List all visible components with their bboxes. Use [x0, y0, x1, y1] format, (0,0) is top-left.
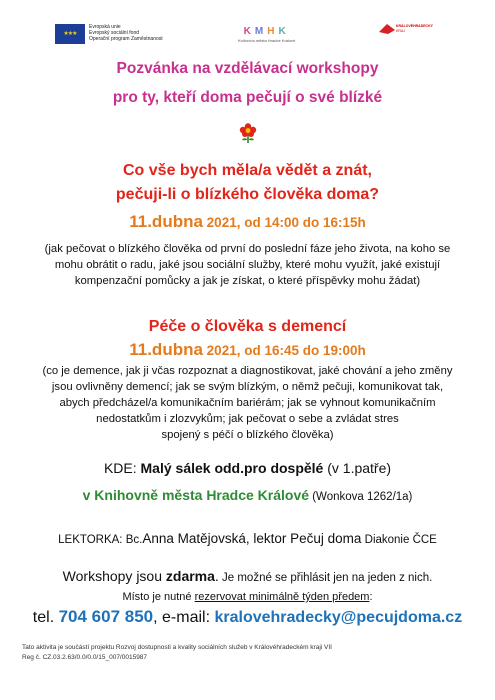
place-room: Malý sálek odd.pro dospělé	[140, 460, 324, 476]
invite-heading-1: Pozvánka na vzdělávací workshopy	[116, 60, 379, 77]
reserve-prefix: Místo je nutné	[122, 591, 195, 603]
workshop2-date	[0, 340, 495, 360]
free-word: zdarma	[165, 568, 215, 584]
workshop2-desc-4: nedostatkům i zlozvykům; jak pečovat o sebe a zvládat stres	[96, 413, 399, 425]
workshop1-desc-1: (jak pečovat o blízkého člověka od první do poslední fáze jeho života, na koho se	[44, 243, 451, 255]
eu-line-2: Evropský sociální fond	[89, 30, 140, 36]
kmhk-letter-4: K	[278, 26, 290, 37]
lecturer-title: Bc.	[125, 534, 143, 546]
flower-icon	[238, 122, 258, 144]
lecturer-org: Diakonie ČCE	[361, 534, 437, 546]
tel-label: tel.	[32, 609, 59, 626]
eu-line-3: Operační program Zaměstnanost	[89, 36, 163, 42]
workshop1-title-1: Co vše bych měla/a vědět a znát,	[123, 162, 372, 179]
workshop2-desc-5: spojený s péčí o blízkého člověka)	[161, 429, 334, 441]
phone-number[interactable]: 704 607 850	[58, 607, 154, 626]
free-prefix: Workshopy jsou	[62, 568, 166, 584]
workshop1-title-2: pečuji-li o blízkého člověka doma?	[115, 186, 380, 203]
kraj-text-2: KRAJ	[396, 29, 405, 33]
reserve-suffix: :	[369, 591, 373, 603]
free-note: Je možné se přihlásit jen na jeden z nich.	[218, 572, 433, 584]
library-line	[0, 487, 495, 505]
reserve-line	[0, 591, 495, 603]
lecturer-line	[0, 530, 495, 548]
workshop1-date-day: 11.dubna	[129, 212, 203, 231]
workshop2-title: Péče o člověka s demencí	[148, 318, 347, 335]
kmhk-letter-3: H	[267, 26, 279, 37]
workshop1-date	[0, 212, 495, 232]
kraj-text-1: KRÁLOVÉHRADECKÝ	[396, 24, 433, 28]
kraj-shape-icon	[378, 22, 396, 36]
lecturer-name: Anna Matějovská, lektor Pečuj doma	[142, 531, 362, 546]
email-label: , e-mail:	[153, 609, 215, 626]
lecturer-label: LEKTORKA:	[58, 534, 126, 546]
workshop1-date-time: 2021, od 14:00 do 16:15h	[202, 215, 366, 230]
footer-line-1: Tato aktivita je součástí projektu Rozvoj dostupnosti a kvality sociálních služeb v Královéhradeckém kraji VII	[22, 644, 332, 651]
email-address[interactable]: kralovehradecky@pecujdoma.cz	[214, 609, 463, 626]
free-line	[0, 568, 495, 586]
kmhk-letter-2: M	[254, 26, 268, 37]
reserve-underline: rezervovat minimálně týden předem	[194, 591, 370, 603]
workshop2-desc-3: abych předcházel/a komunikačním bariérám; jak se vyhnout komunikačním	[59, 397, 436, 409]
logo-bar	[0, 0, 495, 60]
kmhk-logo	[238, 26, 295, 43]
eu-flag-icon: ★★★	[55, 24, 85, 44]
workshop1-desc-2: mohu obrátit o radu, jaké jsou sociální služby, které mohu využít, jaké existují	[54, 259, 441, 271]
kraj-logo	[378, 22, 433, 41]
place-label: KDE:	[103, 460, 141, 476]
place-line	[0, 460, 495, 476]
free-suffix: .	[214, 568, 219, 584]
contact-line	[0, 607, 495, 627]
eu-logo	[55, 24, 163, 44]
eu-logo-text	[89, 24, 163, 42]
library-name: v Knihovně města Hradce Králové	[82, 487, 310, 503]
workshop2-date-day: 11.dubna	[129, 340, 203, 359]
invite-heading-2: pro ty, kteří doma pečují o své blízké	[112, 89, 383, 106]
workshop1-desc-3: kompenzační pomůcky a jak je získat, o které příspěvky mohu žádat)	[74, 275, 421, 287]
kmhk-letter-1: K	[243, 26, 255, 37]
kmhk-subtitle: Knihovna města Hradce Králové	[238, 38, 296, 43]
eu-line-1: Evropská unie	[89, 24, 121, 30]
workshop2-desc-2: jsou ovlivněny demencí; jak se svým blízkým, o němž pečuji, komunikovat tak,	[51, 381, 444, 393]
library-address: (Wonkova 1262/1a)	[309, 491, 413, 503]
kmhk-letters	[238, 26, 295, 37]
footer-line-2: Reg č. CZ.03.2.63/0.0/0.0/15_007/0015987	[22, 654, 148, 661]
workshop2-date-time: 2021, od 16:45 do 19:00h	[202, 343, 366, 358]
workshop2-desc-1: (co je demence, jak ji včas rozpoznat a diagnostikovat, jaké chování a jeho změny	[42, 365, 453, 377]
place-floor: (v 1.patře)	[323, 460, 392, 476]
